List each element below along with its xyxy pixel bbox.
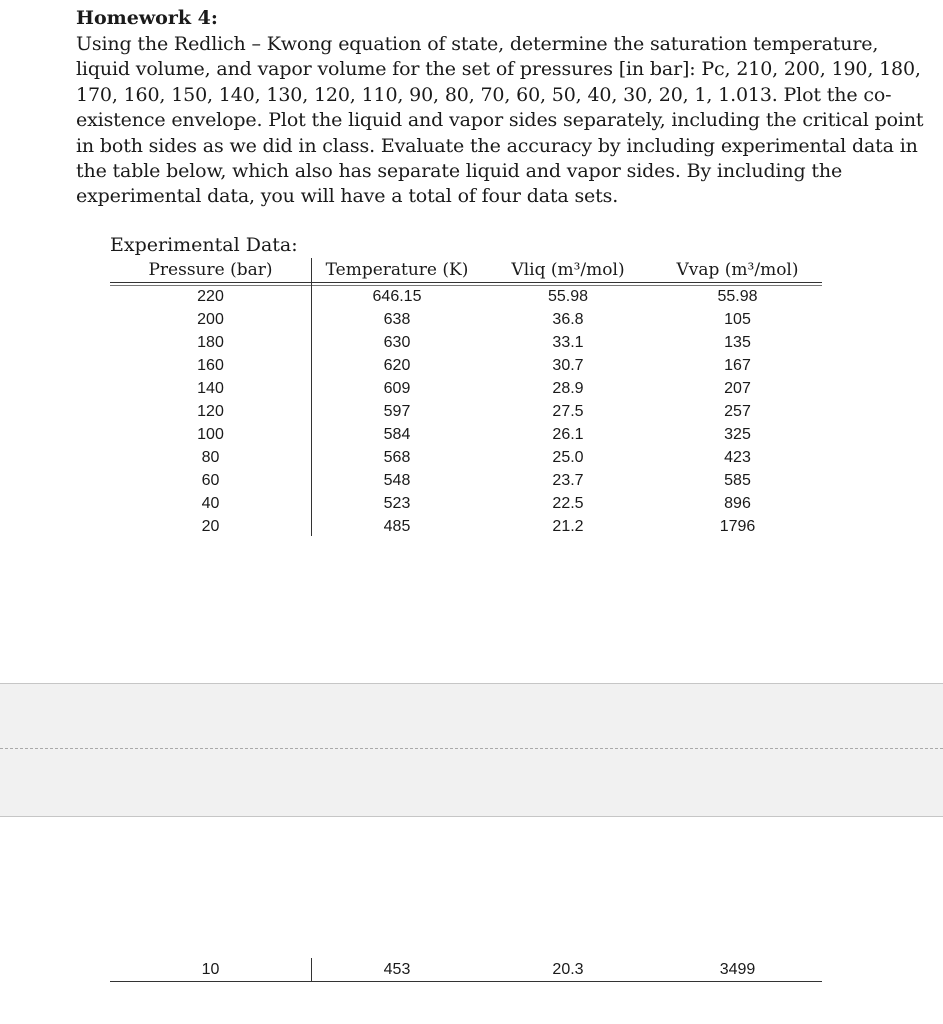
cell-vliq: 26.1 [552, 426, 584, 443]
cell-pressure: 160 [197, 357, 224, 374]
cell-vvap: 325 [724, 426, 751, 443]
cell-vliq: 33.1 [552, 334, 584, 351]
cell-temperature: 609 [383, 380, 411, 397]
cell-pressure: 20 [201, 518, 220, 535]
cell-vvap: 105 [724, 311, 751, 328]
table-row [110, 492, 822, 515]
cell-temperature: 630 [383, 334, 411, 351]
table-body [110, 285, 822, 538]
cell-vvap: 423 [724, 449, 751, 466]
cell-vliq: 55.98 [547, 288, 589, 305]
cell-temperature: 485 [383, 518, 411, 535]
cell-temperature: 568 [383, 449, 411, 466]
table-row [110, 354, 822, 377]
table-row [110, 446, 822, 469]
header-vvap: Vvap (m³/mol) [676, 260, 799, 280]
cell-temperature: 548 [383, 472, 411, 489]
continued-vvap: 3499 [719, 961, 756, 978]
cell-pressure: 220 [197, 288, 224, 305]
continued-pressure: 10 [201, 961, 220, 978]
cell-temperature: 584 [383, 426, 411, 443]
experimental-data-label: Experimental Data: [110, 234, 298, 256]
cell-vliq: 25.0 [552, 449, 584, 466]
table-row [110, 308, 822, 331]
cell-pressure: 200 [197, 311, 224, 328]
cell-vvap: 167 [724, 357, 751, 374]
cell-temperature: 523 [383, 495, 411, 512]
cell-pressure: 80 [201, 449, 220, 466]
cell-vvap: 135 [724, 334, 751, 351]
cell-temperature: 646.15 [372, 288, 422, 305]
cell-vliq: 21.2 [552, 518, 584, 535]
header-rule-top [110, 282, 822, 283]
continued-vliq: 20.3 [552, 961, 584, 978]
problem-statement: Using the Redlich – Kwong equation of state, determine the saturation temperature, liquid volume, and vapor volume for the set of pressures [in bar]: Pc, 210, 200, 190, 180, 170, 160, 150, 140, 130, 120, 110, 90, 80, 70, 60, 50, 40, 30, 20, 1, 1.013. Plot the co-existence envelope. Plot the liquid and vapor sides separately, including the critical point in both sides as we did in class. Evaluate the accuracy by including experimental data in the table below, which also has separate liquid and vapor sides. By including the experimental data, you will have a total of four data sets. [76, 33, 924, 208]
cell-vliq: 36.8 [552, 311, 584, 328]
cell-pressure: 180 [197, 334, 224, 351]
experimental-data-table [110, 258, 822, 535]
table-row [110, 377, 822, 400]
continued-temperature: 453 [383, 961, 411, 978]
continued-table-row [110, 958, 822, 982]
cell-vvap: 585 [724, 472, 751, 489]
cell-vvap: 896 [724, 495, 751, 512]
cell-vliq: 22.5 [552, 495, 584, 512]
table-header-row [110, 258, 822, 282]
page-break-dashed-line [0, 748, 943, 749]
cell-pressure: 140 [197, 380, 224, 397]
cell-temperature: 638 [383, 311, 411, 328]
cell-vliq: 28.9 [552, 380, 584, 397]
cell-vliq: 30.7 [552, 357, 584, 374]
cell-vvap: 55.98 [717, 288, 758, 305]
cell-pressure: 40 [201, 495, 220, 512]
cell-temperature: 620 [383, 357, 411, 374]
homework-heading: Homework 4: [76, 7, 218, 29]
continued-column-separator [311, 958, 312, 982]
table-row [110, 285, 822, 308]
table-row [110, 331, 822, 354]
cell-temperature: 597 [383, 403, 411, 420]
cell-vvap: 1796 [719, 518, 756, 535]
cell-vliq: 27.5 [552, 403, 584, 420]
table-row [110, 469, 822, 492]
header-vliq: Vliq (m³/mol) [511, 260, 625, 280]
continued-bottom-rule [110, 981, 822, 982]
cell-pressure: 60 [201, 472, 220, 489]
cell-pressure: 100 [197, 426, 224, 443]
cell-vvap: 207 [724, 380, 751, 397]
header-pressure: Pressure (bar) [148, 260, 273, 280]
table-row [110, 423, 822, 446]
page-break-gap [0, 683, 943, 817]
table-row [110, 400, 822, 423]
cell-vliq: 23.7 [552, 472, 584, 489]
table-row [110, 515, 822, 538]
cell-vvap: 257 [724, 403, 751, 420]
header-temperature: Temperature (K) [325, 260, 469, 280]
cell-pressure: 120 [197, 403, 224, 420]
